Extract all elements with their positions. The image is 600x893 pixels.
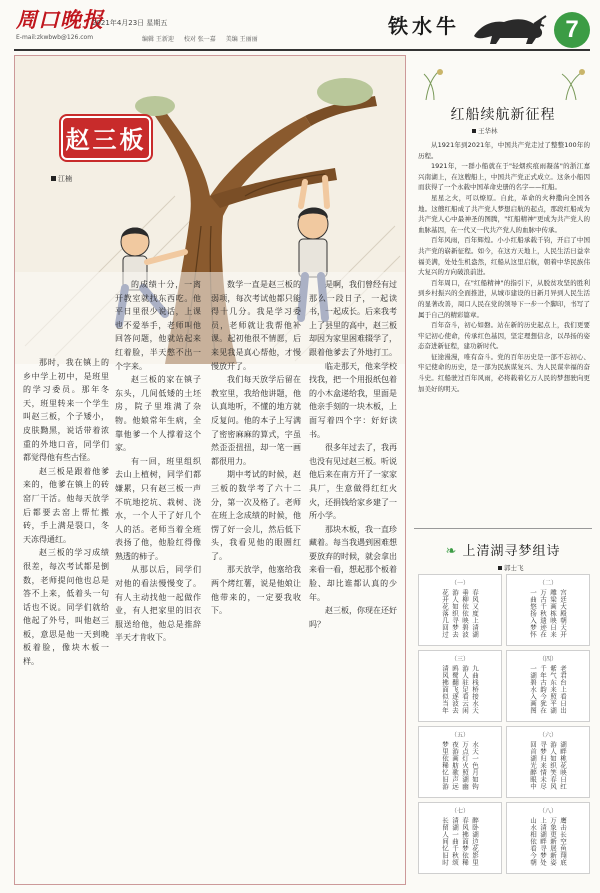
paragraph: 我们每天放学后留在教室里，我给他讲题，他认真地听，不懂的地方就反复问。他的本子上写满了密密麻麻的算式，字虽然歪歪扭扭，却一笔一画都很用力。 (211, 375, 301, 466)
essay-article (414, 58, 592, 528)
designer-credit: 美编 王丽丽 (225, 36, 258, 43)
poem-line: 老君台上看日出 (559, 665, 567, 714)
essay-byline (472, 126, 498, 135)
iron-ox-icon (470, 6, 548, 48)
poems-byline (498, 563, 524, 572)
story-title: 赵三板 (61, 116, 151, 160)
poem-card (418, 802, 502, 874)
paragraph: 星星之火，可以燎原。自此，革命的火种撒向全国各地。这艘红船成了共产党人梦想启航的起点，那段红船成为共产党人心中最神圣的图腾，"红船精神"更成为共产党人的血脉基因，在一代又一代共产党人的血脉中传承。 (418, 193, 590, 234)
poem-line: 上清湖畔寻梦处 (539, 817, 547, 866)
paragraph: 百年风雨，百年辉煌。小小红船承载千钧，开启了中国共产党的崭新征程。如今，在这方天地上，人民生活日益幸福美满，处处生机盎然，红船从这里启航，朝着中华民族伟大复兴的方向破浪前进。 (418, 236, 590, 277)
poem-number: （七） (450, 808, 469, 815)
poem-line: 花开花落几回过 (441, 589, 449, 638)
poem-line: 鹰击长空鱼翔底 (559, 817, 567, 866)
story-column-3 (211, 278, 301, 882)
paragraph: 数学一直是赵三板的弱项，每次考试他都只能得十几分。我是学习委员，老师就让我帮他补课。起初他很不情愿，后来见我是真心帮他，才慢慢放开了。 (211, 280, 301, 371)
poem-line: 万象更新展新姿 (549, 817, 557, 866)
poem-number: （五） (450, 732, 469, 739)
newspaper-logo: 周口晚报 (16, 7, 104, 32)
poem-line: 回首湖光醉眼中 (529, 741, 537, 790)
poem-line: 鸥鹭翻飞逐波去 (451, 665, 459, 714)
poem-line: 一曲悠扬入梦怀 (529, 589, 537, 638)
essay-headline: 红船续航新征程 (450, 107, 556, 123)
poem-line: 游人如织笑春风 (549, 741, 557, 790)
poem-line: 春风拂面梦依稀 (461, 817, 469, 866)
paragraph: 赵三板，你现在还好吗？ (309, 606, 397, 629)
poem-line: 万点灯火照湖幽 (461, 741, 469, 790)
poem-line: 夜游画舫歌声远 (451, 741, 459, 790)
byline-square-icon (498, 566, 502, 570)
masthead (0, 0, 600, 60)
poem-line: 清湖一曲千秋颂 (451, 817, 459, 866)
paragraph: 1921年，一群小船就在于"轻烟疾痕雨凝荡"的浙江嘉兴南湖上，在这艘船上，中国共产党正式成立。这条小船因而获得了一个永载中国革命史册的名字——红船。 (418, 162, 590, 192)
poem-card (418, 650, 502, 722)
poem-line: 垂柳依依映碧波 (461, 589, 469, 638)
editor-credits (142, 34, 266, 43)
story-author: 江楠 (58, 175, 72, 183)
poem-line: 湖畔桃花映日红 (559, 741, 567, 790)
poem-line: 雕梁画栋映日来 (549, 589, 557, 638)
essay-body (418, 140, 590, 564)
paragraph: 百年奋斗，初心如磐。站在新的历史起点上，我们更要牢记初心使命，传承红色基因，坚定理想信念，以昂扬的姿态奋进新征程，建功新时代。 (418, 321, 590, 351)
poem-number: （三） (450, 656, 469, 663)
grass-decoration-icon (416, 66, 590, 100)
poem-line: 游人如织寻梦去 (451, 589, 459, 638)
poem-line: 宫廷大殿朝天开 (559, 589, 567, 638)
paragraph: 赵三板是跟着他爹来的，他爹在镇上的砖窑厂干活。他每天放学后都要去窑上帮忙搬砖，手上满是裂口，冬天冻得通红。 (23, 466, 109, 544)
byline-square-icon (472, 129, 476, 133)
paragraph: 有一回，班里组织去山上植树，同学们都嫌累，只有赵三板一声不吭地挖坑、栽树、浇水，一个人干了好几个人的活。老师当着全班表扬了他，他脸红得像熟透的柿子。 (115, 456, 201, 561)
paragraph: 很多年过去了，我再也没有见过赵三板。听说他后来在南方开了一家家具厂，生意做得红红火火，还捐钱给家乡建了一所小学。 (309, 443, 397, 521)
poems-author: 郭士飞 (504, 564, 524, 572)
section-divider (414, 528, 592, 529)
paragraph: 从1921年到2021年，中国共产党走过了整整100年的历程。 (418, 141, 590, 160)
column-title: 铁水牛 (388, 14, 460, 38)
leaf-icon: ❧ (445, 544, 463, 559)
paragraph: 赵三板的家在镇子东头，几间低矮的土坯房，院子里堆满了杂物。他娘常年生病，全靠他爹一个人撑着这个家。 (115, 375, 201, 453)
paragraph: 百年周口，在"红船精神"的指引下，从脱贫攻坚的胜利到乡村振兴的全面推进，从城市建设的日新月异到人民生活的显著改善，周口人民在党的领导下一步一个脚印，书写了属于自己的精彩篇章。 (418, 278, 590, 319)
poem-line: 醉卧湖边花影里 (471, 817, 479, 866)
paragraph: 临走那天，他来学校找我，把一个用报纸包着的小木盒递给我，里面是他亲手刻的一块木板，上面写着四个字：好好读书。 (309, 361, 397, 439)
poem-line: 紫气东来照平湖 (549, 665, 557, 714)
poem-line: 长留人间忆旧时 (441, 817, 449, 866)
poem-number: （二） (538, 580, 557, 587)
paragraph: 从那以后，同学们对他的看法慢慢变了。有人主动找他一起做作业，有人把家里的旧衣服送给他，他总是推辞半天才肯收下。 (115, 565, 201, 643)
story-byline (51, 174, 72, 184)
poem-line: 一湖碧水入画图 (529, 665, 537, 714)
poem-line: 水天一色月如钩 (471, 741, 479, 790)
poem-number: （四） (538, 656, 557, 663)
paragraph: 赵三板的学习成绩很差，每次考试都是倒数，老师提问他也总是答不上来，低着头一句话也不说。同学们就给他起了外号，叫他赵三板，意思是他一天到晚板着脸，像块木板一样。 (23, 548, 109, 667)
poem-card (506, 650, 590, 722)
poem-line: 九曲栈桥接水天 (471, 665, 479, 714)
header-rule (14, 49, 590, 51)
story-column-4 (309, 278, 397, 882)
story-article (14, 55, 406, 885)
essay-author: 王华林 (478, 127, 498, 135)
poem-number: （八） (538, 808, 557, 815)
poem-card (506, 802, 590, 874)
poem-line: 清风拂面似当年 (441, 665, 449, 714)
paragraph: 的成绩十分，一离开教室就找东西吃。他平日里很少说话，上课也不爱举手，老师叫他回答问题，他就站起来红着脸，半天憋不出一个字来。 (115, 280, 201, 371)
poems-headline (414, 540, 592, 559)
poem-grid (418, 574, 590, 870)
poem-card (506, 726, 590, 798)
paragraph: 期中考试的时候，赵三板的数学考了六十二分，第一次及格了。老师在班上念成绩的时候，他愣了好一会儿，然后低下头，我看见他的眼圈红了。 (211, 470, 301, 561)
poem-card (418, 574, 502, 646)
paragraph: 那块木板，我一直珍藏着。每当我遇到困难想要放弃的时候，就会拿出来看一看，想起那个板着脸、却比谁都认真的少年。 (309, 524, 397, 602)
paragraph: 那时，我在镇上的乡中学上初中，是班里的学习委员。那年冬天，班里转来一个学生叫赵三板，个子矮小，皮肤黝黑，说话带着浓重的外地口音，同学们都觉得他有些古怪。 (23, 358, 109, 463)
poems-headline-text: 上清湖寻梦组诗 (462, 544, 561, 559)
paragraph: 是啊，我们曾经有过那么一段日子，一起读书，一起成长。后来我考上了县里的高中，赵三板却因为家里困难辍学了，跟着他爹去了外地打工。 (309, 280, 397, 357)
poem-card (506, 574, 590, 646)
poem-number: （六） (538, 732, 557, 739)
poem-line: 游人驻足看云闲 (461, 665, 469, 714)
poem-number: （一） (450, 580, 469, 587)
poem-line: 春风又度上清湖 (471, 589, 479, 638)
paragraph: 那天放学，他塞给我两个烤红薯，说是他娘让他带来的，一定要我收下。 (211, 565, 301, 616)
byline-square-icon (51, 176, 56, 181)
poem-line: 千年古韵今犹在 (539, 665, 547, 714)
poem-line: 万古千秋遗迹在 (539, 589, 547, 638)
poem-card (418, 726, 502, 798)
proofreader-credit: 校对 张一嘉 (183, 36, 216, 43)
poem-line: 山水相依看今朝 (529, 817, 537, 866)
issue-date: 2021年4月23日 星期五 (92, 19, 168, 27)
poem-line: 寻梦归来情未尽 (539, 741, 547, 790)
page-number-badge: 7 (554, 12, 590, 48)
paragraph: 征途漫漫，唯有奋斗。党的百年历史是一部不忘初心、牢记使命的历史，是一部为民族谋复兴、为人民谋幸福的奋斗史。红船驶过百年风雨，必将载着亿万人民的梦想驶向更加美好的明天。 (418, 352, 590, 393)
contact-email: E-mail:zkwbwb@126.com (16, 34, 94, 41)
story-column-2 (115, 278, 201, 882)
editor-credit: 编辑 王新迎 (142, 36, 174, 43)
story-column-1 (23, 356, 109, 882)
poem-line: 梦里依稀忆旧游 (441, 741, 449, 790)
